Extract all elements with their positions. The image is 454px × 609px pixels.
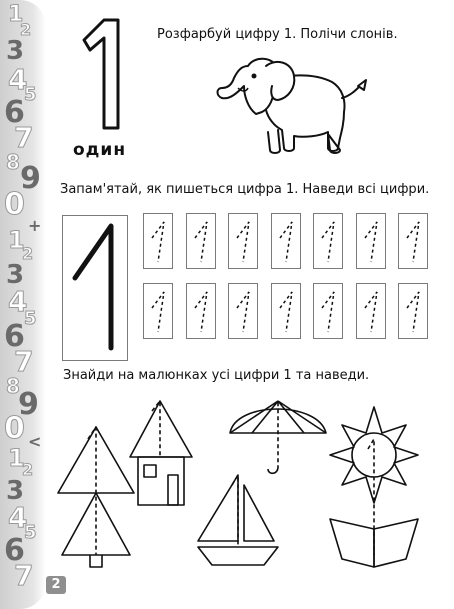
side-digit: 1 — [8, 444, 25, 472]
trace-box[interactable] — [313, 283, 343, 339]
house-drawing[interactable] — [130, 401, 192, 505]
side-digit: 8 — [6, 374, 20, 398]
trace-box[interactable] — [143, 283, 173, 339]
side-digit: 5 — [24, 522, 37, 543]
side-digit: 4 — [8, 63, 28, 96]
side-digit: 4 — [8, 501, 28, 534]
side-digit: + — [28, 216, 42, 235]
side-digit: 7 — [14, 121, 34, 154]
side-digit: 7 — [14, 345, 34, 378]
side-digit: 0 — [4, 411, 25, 446]
elephant-eye — [252, 74, 257, 79]
side-digit: 5 — [24, 84, 37, 105]
trace-box[interactable] — [356, 283, 386, 339]
boat-drawing[interactable] — [198, 475, 278, 565]
side-digit: 2 — [22, 244, 34, 263]
side-digit: 8 — [6, 150, 20, 174]
elephant-illustration[interactable] — [208, 52, 370, 158]
side-digit: 9 — [20, 161, 41, 196]
flower-drawing[interactable] — [330, 407, 418, 567]
trace-box[interactable] — [398, 283, 428, 339]
side-digit: 2 — [22, 460, 34, 479]
trace-box[interactable] — [356, 213, 386, 269]
model-digit-box — [62, 215, 128, 361]
trace-box[interactable] — [271, 213, 301, 269]
hidden-ones-pictures[interactable] — [52, 395, 432, 595]
instruction-color-and-count: Розфарбуй цифру 1. Полічи слонів. — [157, 27, 398, 42]
side-digit: 0 — [4, 187, 25, 222]
trace-box[interactable] — [271, 283, 301, 339]
trace-box[interactable] — [143, 213, 173, 269]
digit-word: один — [73, 140, 127, 160]
side-digit: 6 — [4, 319, 25, 354]
side-digit: 2 — [20, 20, 32, 39]
side-digit: < — [28, 432, 42, 451]
side-digit: 4 — [8, 285, 28, 318]
tree-drawing[interactable] — [58, 427, 134, 567]
side-digit: 3 — [6, 476, 25, 506]
page-number: 2 — [46, 576, 66, 594]
model-digit-one — [63, 216, 127, 360]
side-digit: 9 — [18, 387, 39, 422]
trace-box[interactable] — [228, 283, 258, 339]
side-digit: 5 — [24, 308, 37, 329]
umbrella-drawing[interactable] — [230, 401, 326, 473]
instruction-find-digits: Знайди на малюнках усі цифри 1 та наведи. — [63, 368, 370, 383]
side-digit: 6 — [4, 95, 25, 130]
trace-box[interactable] — [186, 213, 216, 269]
trace-box[interactable] — [228, 213, 258, 269]
outlined-digit-one[interactable] — [68, 18, 128, 130]
trace-box[interactable] — [313, 213, 343, 269]
side-digit: 6 — [4, 533, 25, 568]
side-digit-strip — [0, 0, 46, 609]
side-digit: 1 — [8, 226, 25, 254]
side-digit: 3 — [6, 260, 25, 290]
trace-box[interactable] — [398, 213, 428, 269]
side-digit: 3 — [6, 36, 25, 66]
side-digit: 7 — [14, 559, 34, 592]
instruction-trace-digits: Запам'ятай, як пишеться цифра 1. Наведи всі цифри. — [60, 182, 430, 197]
side-digit: 1 — [8, 2, 24, 27]
trace-box[interactable] — [186, 283, 216, 339]
